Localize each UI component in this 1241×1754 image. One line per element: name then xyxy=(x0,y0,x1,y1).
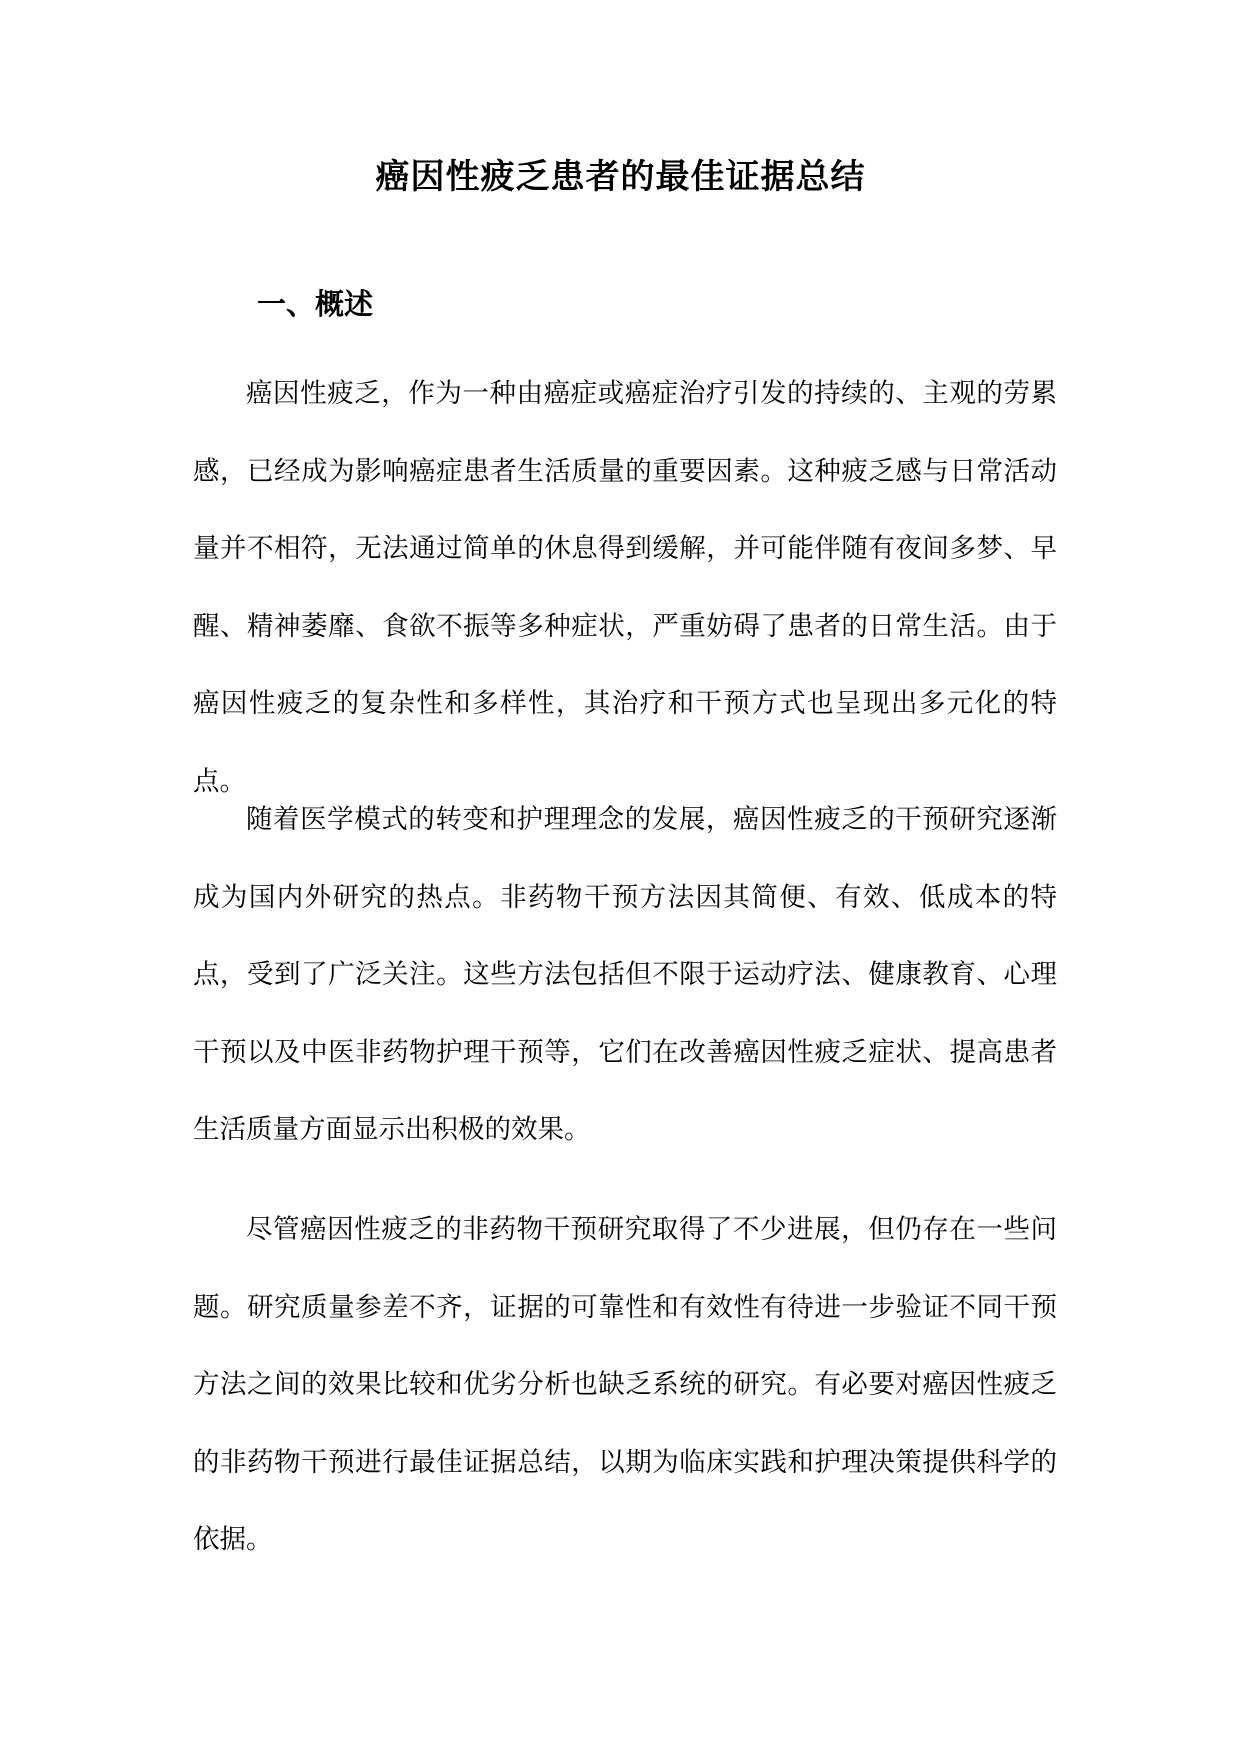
body-paragraph: 随着医学模式的转变和护理理念的发展，癌因性疲乏的干预研究逐渐成为国内外研究的热点。非药物干预方法因其简便、有效、低成本的特点，受到了广泛关注。这些方法包括但不限于运动疗法、健康教育、心理干预以及中医非药物护理干预等，它们在改善癌因性疲乏症状、提高患者生活质量方面显示出积极的效果。 xyxy=(193,804,1057,1145)
section-heading-overview: 一、概述 xyxy=(257,287,374,321)
body-paragraph: 癌因性疲乏，作为一种由癌症或癌症治疗引发的持续的、主观的劳累感，已经成为影响癌症患者生活质量的重要因素。这种疲乏感与日常活动量并不相符，无法通过简单的休息得到缓解，并可能伴随有夜间多梦、早醒、精神萎靡、食欲不振等多种症状，严重妨碍了患者的日常生活。由于癌因性疲乏的复杂性和多样性，其治疗和干预方式也呈现出多元化的特点。 xyxy=(193,378,1057,797)
document-title: 癌因性疲乏患者的最佳证据总结 xyxy=(375,157,866,197)
body-paragraph: 尽管癌因性疲乏的非药物干预研究取得了不少进展，但仍存在一些问题。研究质量参差不齐，证据的可靠性和有效性有待进一步验证不同干预方法之间的效果比较和优劣分析也缺乏系统的研究。有必要对癌因性疲乏的非药物干预进行最佳证据总结，以期为临床实践和护理决策提供科学的依据。 xyxy=(193,1214,1057,1555)
